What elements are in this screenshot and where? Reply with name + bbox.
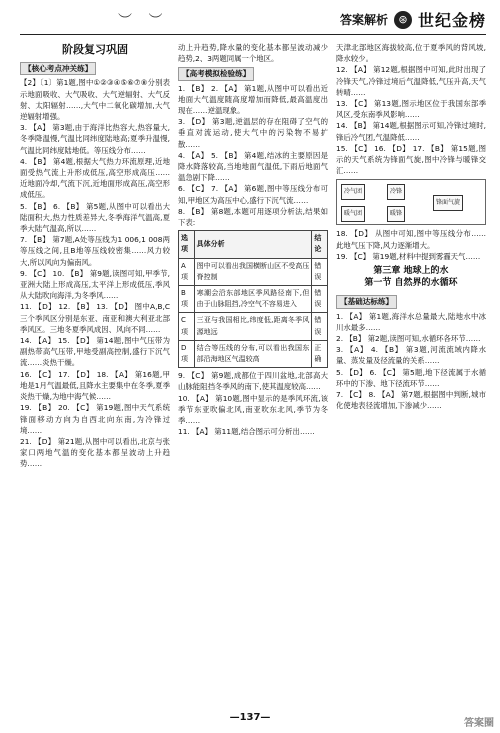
answer-paragraph: 5. 【B】 6. 【B】 第5题,从图中可以看出大陆面积大,热力性质差异大,冬季海洋气温高,夏季大陆气温高,所以…… — [20, 201, 170, 234]
answer-paragraph: 2. 【B】 第2题,读图可知,水循环各环节…… — [336, 334, 481, 344]
column-middle — [178, 42, 328, 438]
table-cell: A项 — [179, 258, 195, 285]
answer-paragraph: 天津北部地区海拔较高,位于夏季风的背风坡,降水较少。 — [336, 43, 486, 64]
chapter-title: 第三章 地球上的水 — [373, 266, 449, 277]
table-header-row — [179, 231, 328, 258]
section-tag: 【基础达标练】 — [336, 295, 397, 308]
brand-name: 世纪金榜 — [417, 11, 486, 30]
analysis-table — [178, 230, 328, 368]
table-row — [179, 258, 328, 285]
answer-paragraph: 【2】〔1〕第1题,图中①②③④⑤⑥⑦⑧分别表示地面吸收、大气吸收、大气逆辐射、大气反射、太阳辐射……,大气中二氧化碳增加,大气逆辐射增强。 — [20, 78, 170, 122]
table-cell: D项 — [179, 340, 195, 367]
column-left — [20, 42, 170, 470]
brand-label: 答案解析 — [339, 13, 388, 27]
table-row — [179, 340, 328, 367]
table-cell: 错误 — [312, 258, 328, 285]
answer-paragraph: 3. 【D】 第3题,逆温层的存在阻碍了空气的垂直对流运动,使大气中的污染物不易扩散…… — [178, 117, 328, 149]
table-cell: 图中可以看出我国横断山区不受高压脊控制 — [194, 258, 312, 285]
answer-paragraph: 12. 【A】 第12题,根据图中可知,此时出现了冷锋天气,冷锋过境后气温降低,气压升高,天气转晴…… — [336, 65, 486, 97]
answer-paragraph: 10. 【A】 第10题,图中显示的是季风环流,该季节东亚吹偏北风,南亚吹东北风,季节为冬季…… — [178, 393, 328, 426]
diagram-box: 暖气团 — [341, 206, 365, 221]
brand — [340, 8, 486, 31]
table-cell: 错误 — [312, 286, 328, 313]
answer-paragraph: 9. 【C】 第9题,成都位于四川盆地,北部高大山脉能阻挡冬季风的南下,使其温度较高…… — [178, 371, 328, 392]
section-heading: 第一节 自然界的水循环 — [364, 278, 458, 289]
header-divider — [20, 34, 486, 35]
answer-paragraph: 7. 【C】 8. 【A】 第7题,根据图中判断,城市化使地表径流增加,下渗减少…… — [336, 390, 486, 411]
answer-paragraph: 11. 【D】 12. 【B】 13. 【D】 图中A,B,C三个季风区分别是东亚、南亚和澳大利亚北部季风区。三地冬夏季风成因、风向不同…… — [20, 302, 170, 334]
answer-paragraph: 6. 【C】 7. 【A】 第6题,图中等压线分布可知,甲地区为高压中心,盛行下沉气流…… — [178, 184, 328, 205]
answer-paragraph: 11. 【A】 第11题,结合图示可分析出…… — [178, 427, 315, 437]
answer-paragraph: 1. 【B】 2. 【A】 第1题,从图中可以看出近地面大气温度随高度增加而降低,最高温度出现在……逆温现象。 — [178, 83, 328, 116]
answer-paragraph: 8. 【B】 第8题,本题可用逐项分析法,结果如下表: — [178, 206, 328, 228]
birds-decoration-icon: ︶ ︶ — [118, 13, 169, 29]
table-header: 具体分析 — [194, 231, 312, 258]
answer-paragraph: 14. 【B】 第14题,根据图示可知,冷锋过境时,锋后冷气团,气温降低…… — [336, 121, 486, 142]
answer-paragraph: 动上升趋势,降水量的变化基本都呈波动减少趋势,2、3两题同属一个地区。 — [178, 43, 328, 64]
concept-diagram — [336, 179, 486, 225]
answer-paragraph: 14. 【A】 15. 【D】 第14题,图中气压带为副热带高气压带,甲地受副高控制,盛行下沉气流……炎热干燥。 — [20, 336, 170, 368]
answer-paragraph: 19. 【B】 20. 【C】 第19题,图中天气系统锋面移动方向为自西北向东南,为冷锋过境…… — [20, 403, 170, 435]
answer-paragraph: 9. 【C】 10. 【B】 第9题,读图可知,甲季节,亚洲大陆上形成高压,太平洋上形成低压,季风从大陆吹向海洋,为冬季风…… — [20, 268, 170, 301]
table-cell: C项 — [179, 313, 195, 340]
section-tag: 【核心考点冲关练】 — [20, 62, 96, 75]
section-title: 阶段复习巩固 — [62, 43, 128, 56]
answer-paragraph: 7. 【B】 第7题,A处等压线为1 006,1 008两等压线之间,且B地等压线较密集……风力较大,所以风向为偏南风。 — [20, 235, 170, 267]
answer-paragraph: 13. 【C】 第13题,图示地区位于我国东部季风区,受东南季风影响…… — [336, 99, 486, 120]
answer-paragraph: 16. 【C】 17. 【D】 18. 【A】 第16题,甲地是1月气温最低,且降水主要集中在冬季,夏季炎热干燥,为地中海气候…… — [20, 369, 170, 402]
table-cell: 错误 — [312, 313, 328, 340]
page-number: —137— — [229, 712, 271, 723]
answer-paragraph: 15. 【C】 16. 【D】 17. 【B】 第15题,图示的天气系统为锋面气旋,图中冷锋与暖锋交汇…… — [336, 143, 486, 176]
watermark: 答案圈 — [464, 718, 494, 729]
section-tag: 【高考模拟检验练】 — [178, 67, 254, 80]
answer-paragraph: 3. 【A】 4. 【B】 第3题,河流流域内降水量、蒸发量及径流量的关系…… — [336, 345, 486, 366]
table-cell: 结合等压线的分布,可以看出我国东部沿海地区气温较高 — [194, 340, 312, 367]
answer-paragraph: 3. 【A】 第3题,由于海洋比热容大,热容量大,冬季降温慢,气温比同纬度陆地高;夏季升温慢,气温比同纬度陆地低。等压线分布…… — [20, 123, 170, 155]
answer-paragraph: 19. 【C】 第19题,材料中提到雾霾天气…… — [336, 251, 481, 261]
table-header: 选项 — [179, 231, 195, 258]
page-header — [0, 0, 500, 40]
logo-icon: ⊛ — [394, 11, 412, 29]
answer-paragraph: 1. 【A】 第1题,海洋水总量最大,陆地水中冰川水最多…… — [336, 311, 486, 332]
diagram-box: 冷气团 — [341, 184, 365, 199]
diagram-box: 暖锋 — [387, 206, 405, 221]
table-row — [179, 313, 328, 340]
answer-paragraph: 21. 【D】 第21题,从图中可以看出,北京与张家口两地气温的变化基本都呈波动上升趋势…… — [20, 436, 170, 469]
answer-paragraph: 4. 【A】 5. 【B】 第4题,结冰的主要原因是降水降落较高,当地地面气温低,下雨后地面气温急剧下降…… — [178, 150, 328, 183]
table-cell: 正确 — [312, 340, 328, 367]
column-right — [336, 42, 486, 411]
answer-paragraph: 5. 【D】 6. 【C】 第5题,地下径流属于水循环中的下渗、地下径流环节…… — [336, 367, 486, 388]
table-cell: 三亚与我国相比,纬度低,距离冬季风源地远 — [194, 313, 312, 340]
diagram-box: 锋面气旋 — [433, 195, 463, 210]
answer-paragraph: 4. 【B】 第4题,根据大气热力环流原理,近地面受热气流上升形成低压,高空形成高压……近地面冷却,气流下沉,近地面形成高压,高空形成低压。 — [20, 156, 170, 200]
table-cell: 寒潮会沿东部地区季风路径南下,但由于山脉阻挡,冷空气不容易进入 — [194, 286, 312, 313]
diagram-box: 冷锋 — [387, 184, 405, 199]
table-header: 结论 — [312, 231, 328, 258]
answer-paragraph: 18. 【D】 从图中可知,图中等压线分布……此地气压下降,风力逐渐增大。 — [336, 229, 486, 250]
table-row — [179, 286, 328, 313]
table-cell: B项 — [179, 286, 195, 313]
